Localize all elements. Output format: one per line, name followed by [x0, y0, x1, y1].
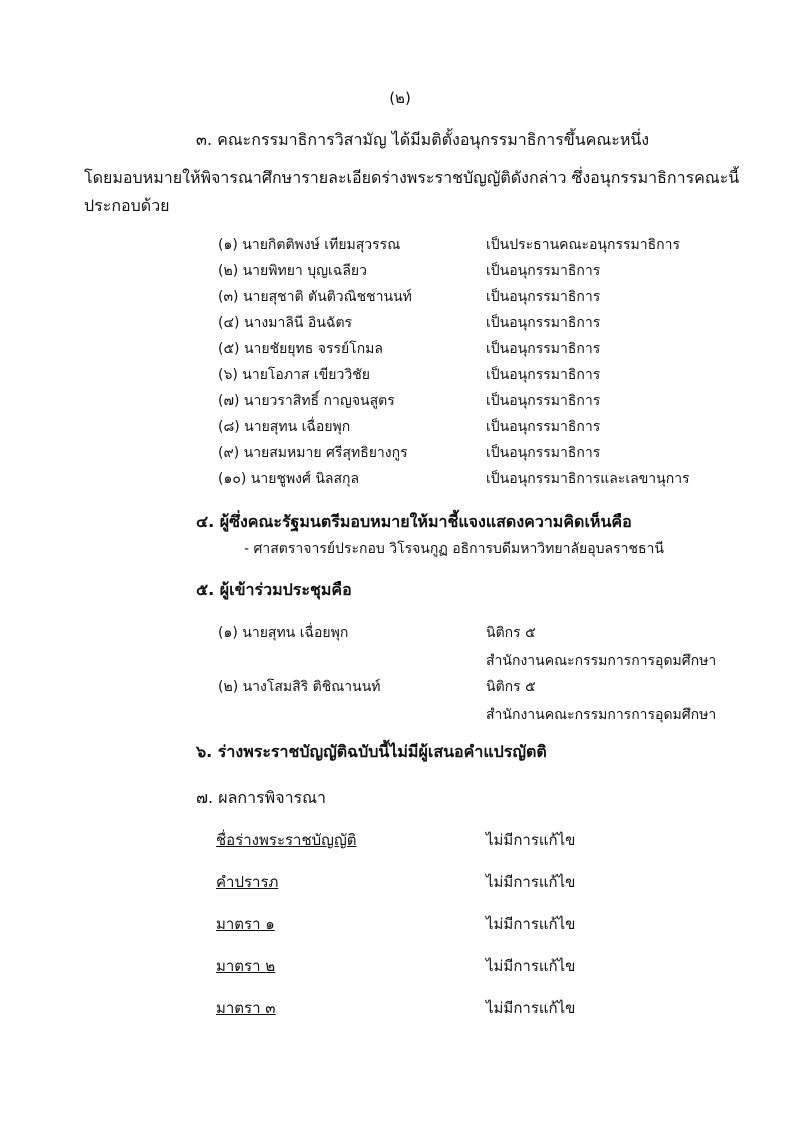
- result-label: มาตรา ๒: [216, 957, 276, 975]
- result-label: คำปรารภ: [216, 873, 279, 891]
- member-role: เป็นอนุกรรมาธิการ: [486, 419, 601, 435]
- member-role: เป็นประธานคณะอนุกรรมาธิการ: [486, 237, 681, 253]
- member-name: (๕) นายชัยยุทธ จรรย์โกมล: [218, 341, 383, 357]
- section6-heading: ๖. ร่างพระราชบัญญัติฉบับนี้ไม่มีผู้เสนอคำแปรญัตติ: [196, 742, 547, 761]
- member-name: (๓) นายสุชาติ ตันติวณิชชานนท์: [218, 289, 412, 305]
- member-role: เป็นอนุกรรมาธิการ: [486, 263, 601, 279]
- result-label: มาตรา ๑: [216, 915, 275, 933]
- page-number: (๒): [389, 89, 411, 107]
- member-name: (๔) นางมาลินี อินฉัตร: [218, 315, 353, 331]
- attendee-office: สำนักงานคณะกรรมการการอุดมศึกษา: [486, 653, 717, 669]
- member-role: เป็นอนุกรรมาธิการ: [486, 289, 601, 305]
- member-role: เป็นอนุกรรมาธิการ: [486, 367, 601, 383]
- section7-heading: ๗. ผลการพิจารณา: [196, 788, 326, 807]
- attendee-name: (๑) นายสุทน เฉื่อยพุก: [218, 625, 349, 641]
- member-role: เป็นอนุกรรมาธิการ: [486, 315, 601, 331]
- result-value: ไม่มีการแก้ไข: [486, 873, 576, 891]
- member-role: เป็นอนุกรรมาธิการ: [486, 445, 601, 461]
- attendee-office: สำนักงานคณะกรรมการการอุดมศึกษา: [486, 707, 717, 723]
- result-label: มาตรา ๓: [216, 999, 276, 1017]
- member-name: (๑) นายกิตติพงษ์ เทียมสุวรรณ: [218, 237, 401, 253]
- member-role: เป็นอนุกรรมาธิการ: [486, 341, 601, 357]
- attendee-position: นิติกร ๕: [486, 625, 536, 641]
- attendee-position: นิติกร ๕: [486, 679, 536, 695]
- section3-line1: ๓. คณะกรรมาธิการวิสามัญ ได้มีมติตั้งอนุกรรมาธิการขึ้นคณะหนึ่ง: [196, 130, 650, 149]
- member-name: (๗) นายวราสิทธิ์ กาญจนสูตร: [218, 393, 395, 409]
- member-name: (๒) นายพิทยา บุญเฉลียว: [218, 263, 367, 279]
- section5-heading: ๕. ผู้เข้าร่วมประชุมคือ: [196, 580, 352, 599]
- section3-line3: ประกอบด้วย: [84, 196, 170, 215]
- section4-item: - ศาสตราจารย์ประกอบ วิโรจนกูฏ อธิการบดีมหาวิทยาลัยอุบลราชธานี: [244, 541, 664, 557]
- member-role: เป็นอนุกรรมาธิการ: [486, 393, 601, 409]
- result-value: ไม่มีการแก้ไข: [486, 957, 576, 975]
- section4-heading: ๔. ผู้ซึ่งคณะรัฐมนตรีมอบหมายให้มาชี้แจงแสดงความคิดเห็นคือ: [196, 512, 632, 531]
- member-name: (๙) นายสมหมาย ศรีสุทธิยางกูร: [218, 445, 408, 461]
- member-name: (๖) นายโอภาส เขียววิชัย: [218, 367, 370, 383]
- member-role: เป็นอนุกรรมาธิการและเลขานุการ: [486, 471, 690, 487]
- section3-line2: โดยมอบหมายให้พิจารณาศึกษารายละเอียดร่างพระราชบัญญัติดังกล่าว ซึ่งอนุกรรมาธิการคณะนี้: [84, 168, 740, 187]
- result-label: ชื่อร่างพระราชบัญญัติ: [216, 831, 357, 849]
- result-value: ไม่มีการแก้ไข: [486, 831, 576, 849]
- member-name: (๘) นายสุทน เฉื่อยพุก: [218, 419, 351, 435]
- attendee-name: (๒) นางโสมสิริ ติชิณานนท์: [218, 679, 381, 695]
- result-value: ไม่มีการแก้ไข: [486, 999, 576, 1017]
- result-value: ไม่มีการแก้ไข: [486, 915, 576, 933]
- member-name: (๑๐) นายชูพงศ์ นิลสกุล: [218, 471, 360, 487]
